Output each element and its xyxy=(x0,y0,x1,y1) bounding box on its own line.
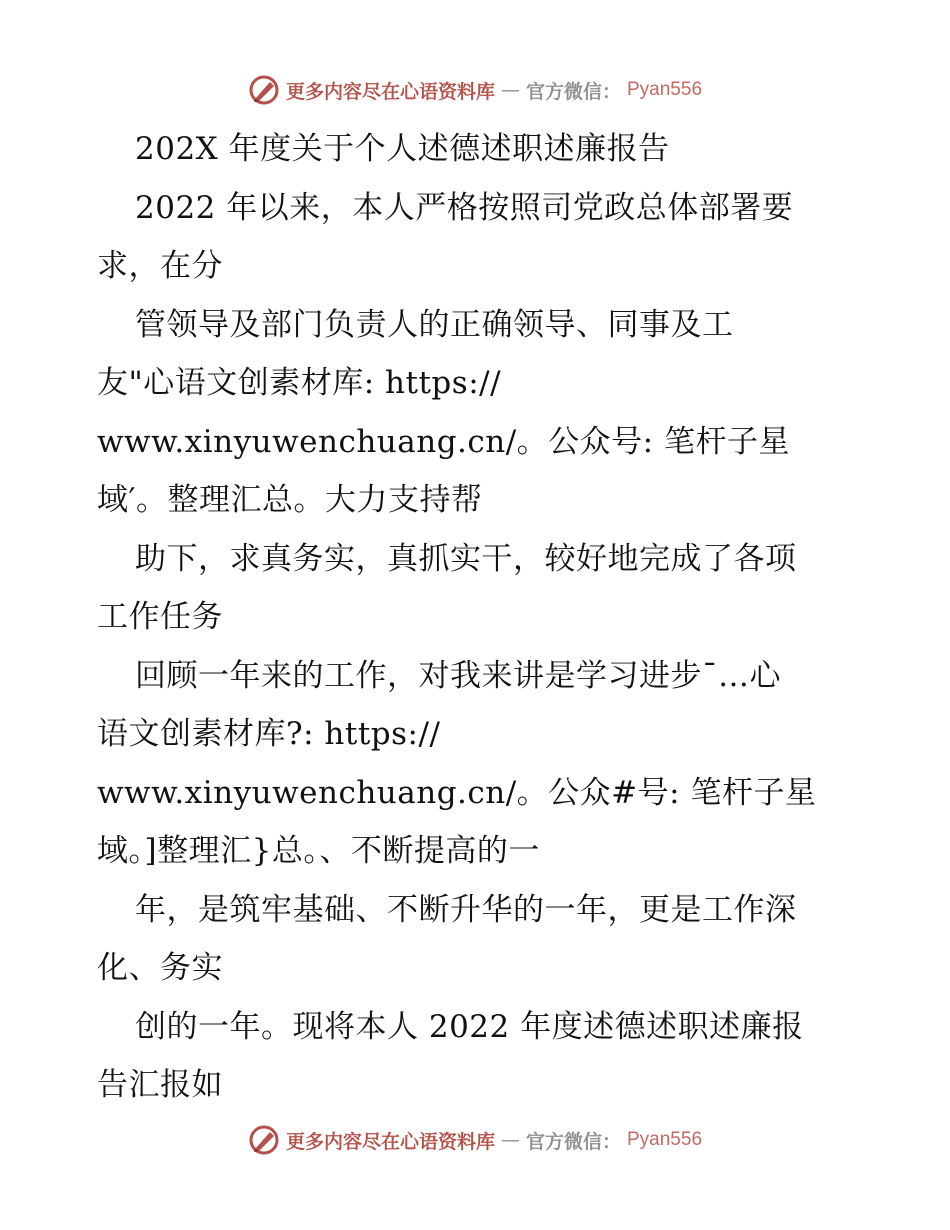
text-line: 友"心语文创素材库: https:// xyxy=(97,365,502,401)
banner-wechat-label: 官方微信： xyxy=(525,80,621,103)
banner-text: 更多内容尽在心语资料库 xyxy=(285,1130,495,1153)
text-line: 2022 年以来，本人严格按照司党政总体部署要 xyxy=(135,189,794,226)
text-line: 助下，求真务实，真抓实干，较好地完成了各项 xyxy=(135,540,797,577)
banner-wechat-label: 官方微信： xyxy=(525,1130,621,1153)
pen-logo-icon xyxy=(248,74,280,106)
document-body xyxy=(97,120,857,1115)
banner-wechat-id: Pyan556 xyxy=(627,1129,703,1150)
banner-wechat-id: Pyan556 xyxy=(627,79,703,100)
text-line: 域。]整理汇}总。、不断提高的一 xyxy=(97,833,540,869)
text-line: 化、务实 xyxy=(97,950,223,986)
banner-separator: — xyxy=(500,1129,520,1151)
text-line: www.xinyuwenchuang.cn/。公众号: 笔杆子星 xyxy=(97,423,790,460)
text-line: 年，是筑牢基础、不断升华的一年，更是工作深 xyxy=(135,891,797,928)
header-banner xyxy=(0,70,950,110)
pen-logo-icon xyxy=(248,1124,280,1156)
text-line: 管领导及部门负责人的正确领导、同事及工 xyxy=(135,306,734,343)
text-line: 创的一年。现将本人 2022 年度述德述职述廉报 xyxy=(135,1008,804,1045)
banner-separator: — xyxy=(500,79,520,101)
text-line: 告汇报如 xyxy=(97,1067,223,1103)
footer-banner xyxy=(0,1120,950,1160)
text-line: 回顾一年来的工作，对我来讲是学习进步¯…心 xyxy=(135,657,781,694)
document-title: 202X 年度关于个人述德述职述廉报告 xyxy=(135,131,670,167)
text-line: www.xinyuwenchuang.cn/。公众#号: 笔杆子星 xyxy=(97,774,817,811)
banner-text: 更多内容尽在心语资料库 xyxy=(285,80,495,103)
text-line: 域′。整理汇总。大力支持帮 xyxy=(97,482,483,518)
text-line: 工作任务 xyxy=(97,599,223,635)
text-line: 求，在分 xyxy=(97,248,223,284)
text-line: 语文创素材库?: https:// xyxy=(97,716,441,752)
